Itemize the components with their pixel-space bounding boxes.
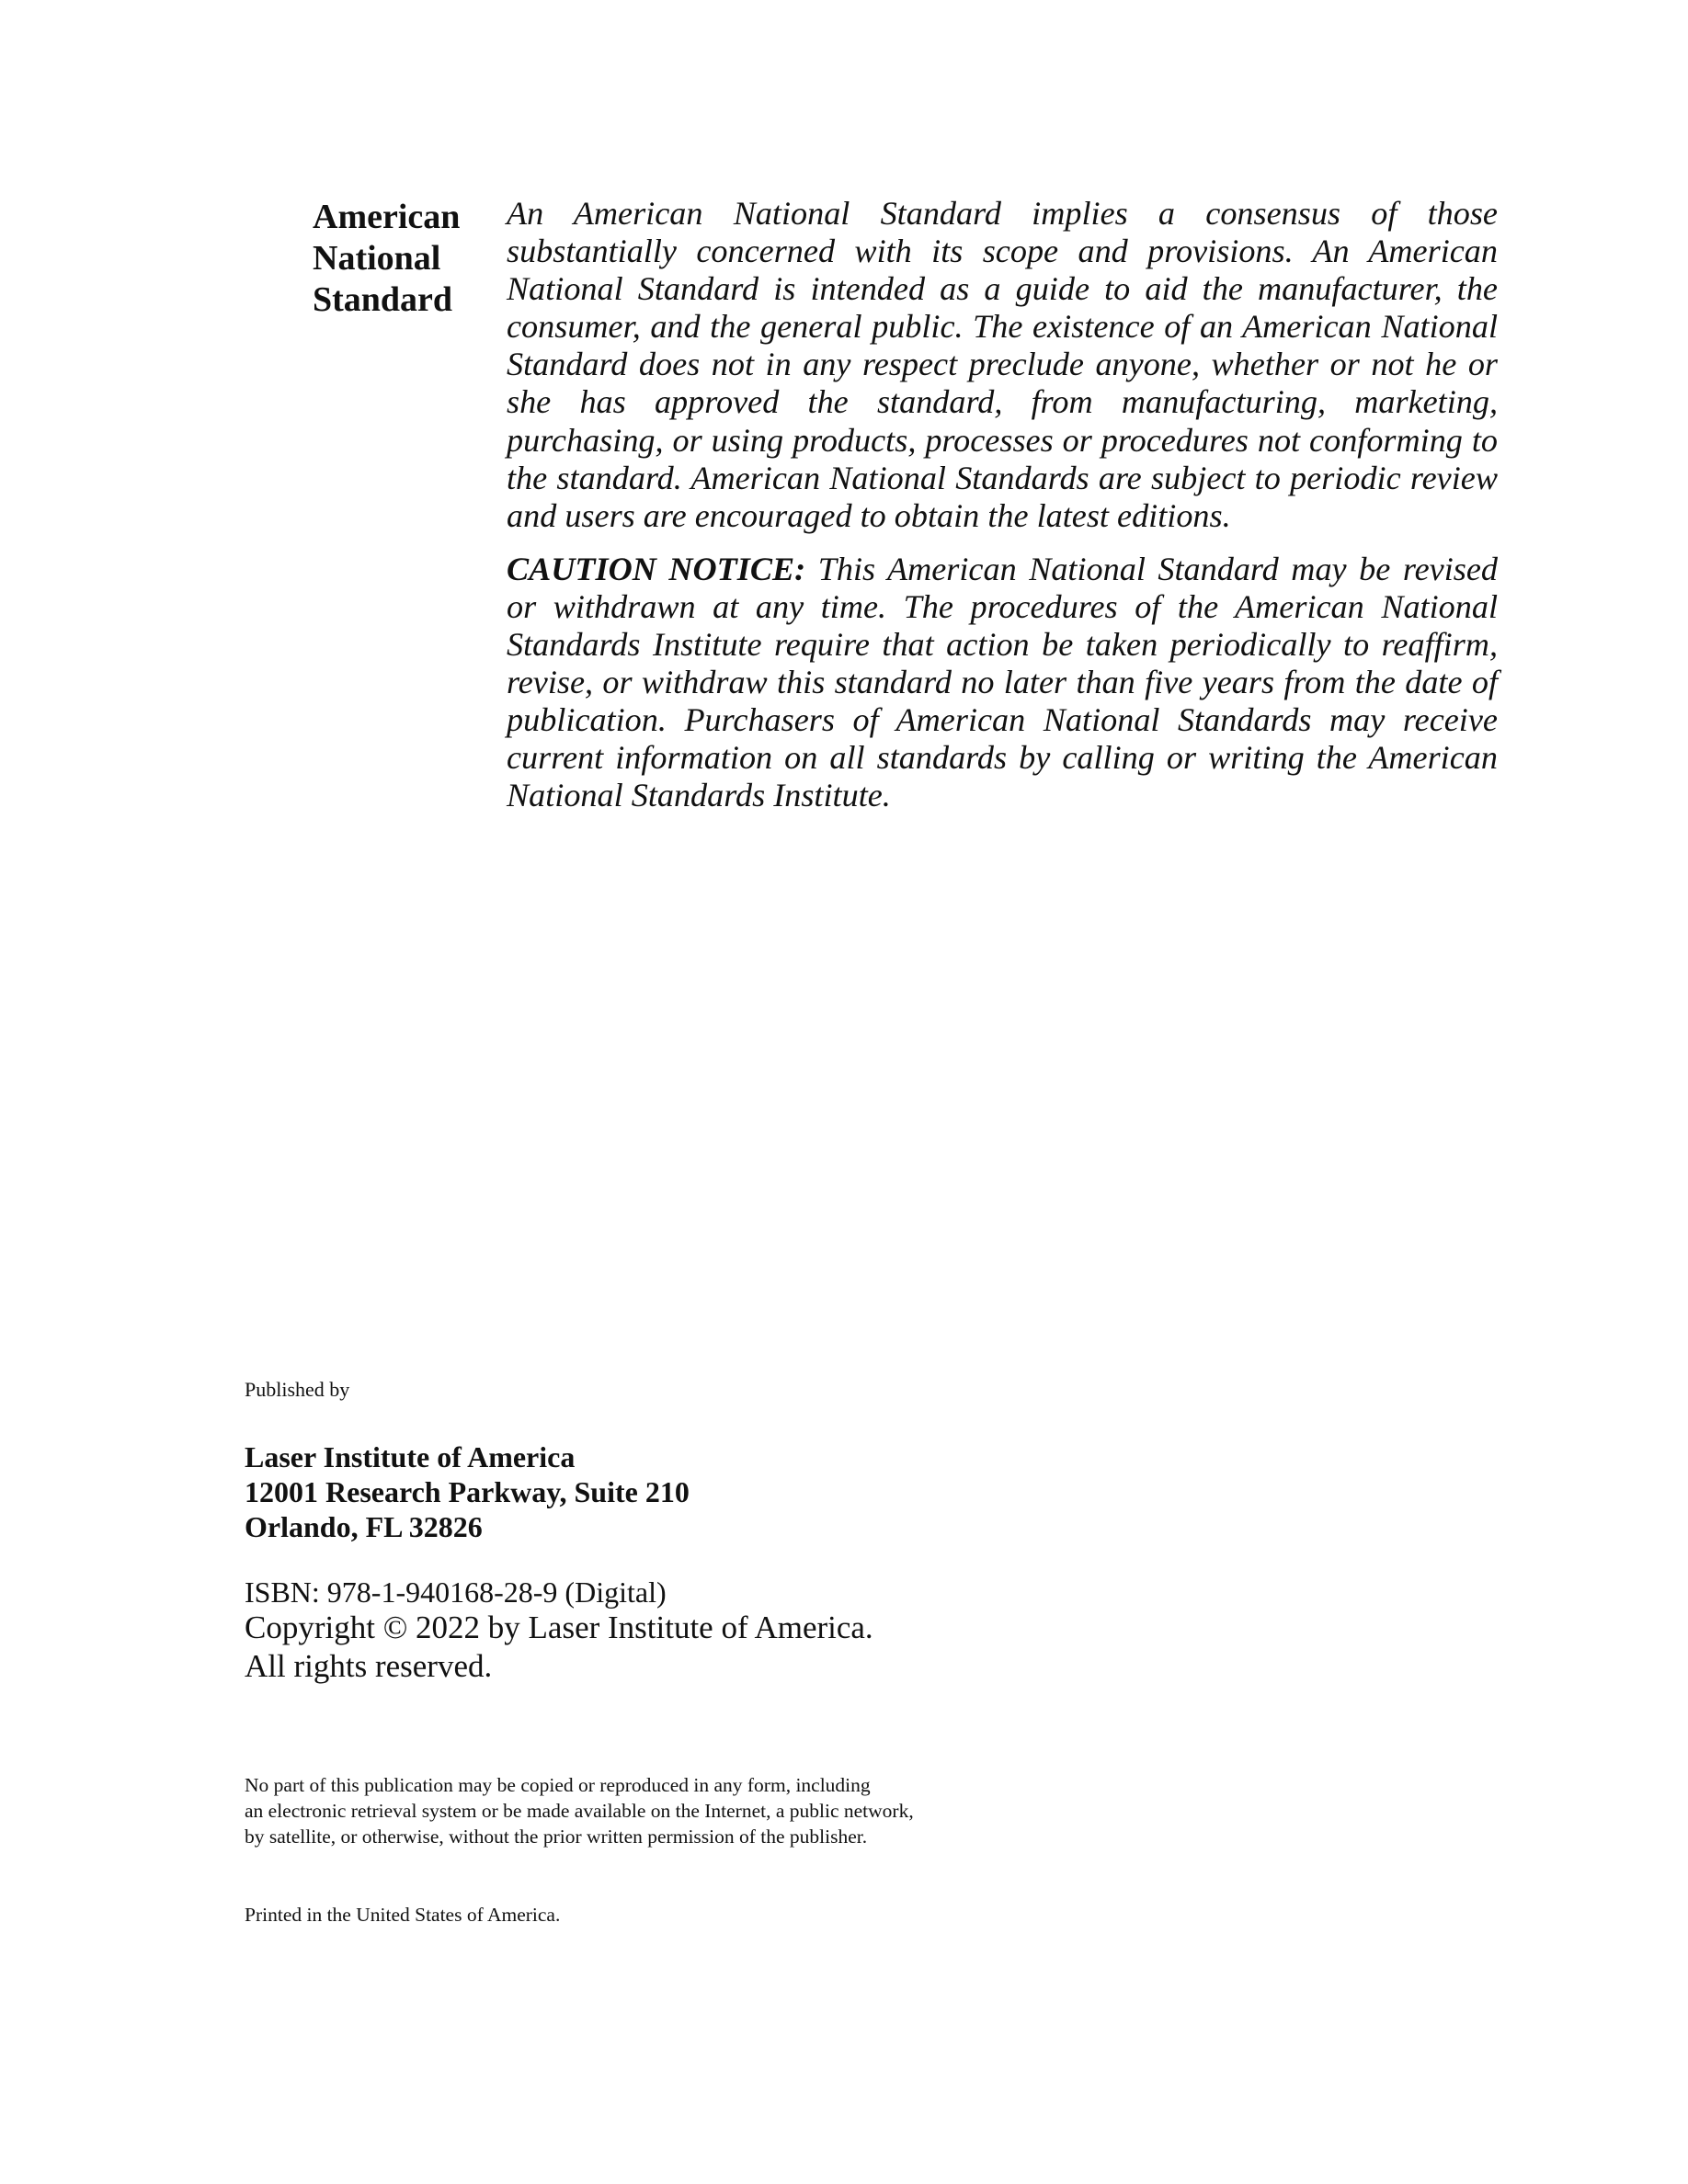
notice-line: an electronic retrieval system or be made available on the Internet, a public network, [245, 1800, 914, 1822]
published-by-label: Published by [245, 1378, 350, 1401]
ans-paragraph: An American National Standard implies a consensus of those substantially concerned with its scope and provisions. An American National Standard is intended as a guide to aid the manufacturer, the consumer, and the general public. The existence of an American National Standard does not in any respect preclude anyone, whether or not he or she has approved the standard, from manufacturing, marketing, purchasing, or using products, processes or procedures not conforming to the standard. American National Standards are subject to periodic review and users are encouraged to obtain the latest editions. [507, 195, 1498, 534]
notice-line: No part of this publication may be copied or reproduced in any form, including [245, 1774, 871, 1796]
ans-heading-line: Standard [313, 280, 453, 319]
publisher-address [245, 1439, 690, 1544]
ans-heading [313, 197, 487, 321]
caution-label: CAUTION NOTICE: [507, 550, 806, 587]
publisher-city: Orlando, FL 32826 [245, 1510, 483, 1543]
copyright-line: Copyright © 2022 by Laser Institute of America. [245, 1610, 873, 1645]
caution-text: This American National Standard may be revised or withdrawn at any time. The procedures of the American National Standards Institute require that action be taken periodically to reaffirm, revise, or withdraw this standard no later than five years from the date of publication. Purchasers of American National Standards may receive current information on all standards by calling or writing the American National Standards Institute. [507, 550, 1498, 814]
rights-line: All rights reserved. [245, 1648, 493, 1684]
ans-body [507, 195, 1498, 831]
caution-notice [507, 551, 1498, 815]
publisher-street: 12001 Research Parkway, Suite 210 [245, 1475, 690, 1508]
ans-heading-line: National [313, 239, 441, 278]
ans-heading-line: American [313, 198, 461, 236]
copyright [245, 1609, 873, 1686]
isbn: ISBN: 978-1-940168-28-9 (Digital) [245, 1575, 667, 1609]
publisher-name: Laser Institute of America [245, 1440, 576, 1473]
notice-line: by satellite, or otherwise, without the prior written permission of the publisher. [245, 1826, 868, 1848]
reproduction-notice [245, 1772, 1072, 1849]
printed-in: Printed in the United States of America. [245, 1904, 561, 1926]
